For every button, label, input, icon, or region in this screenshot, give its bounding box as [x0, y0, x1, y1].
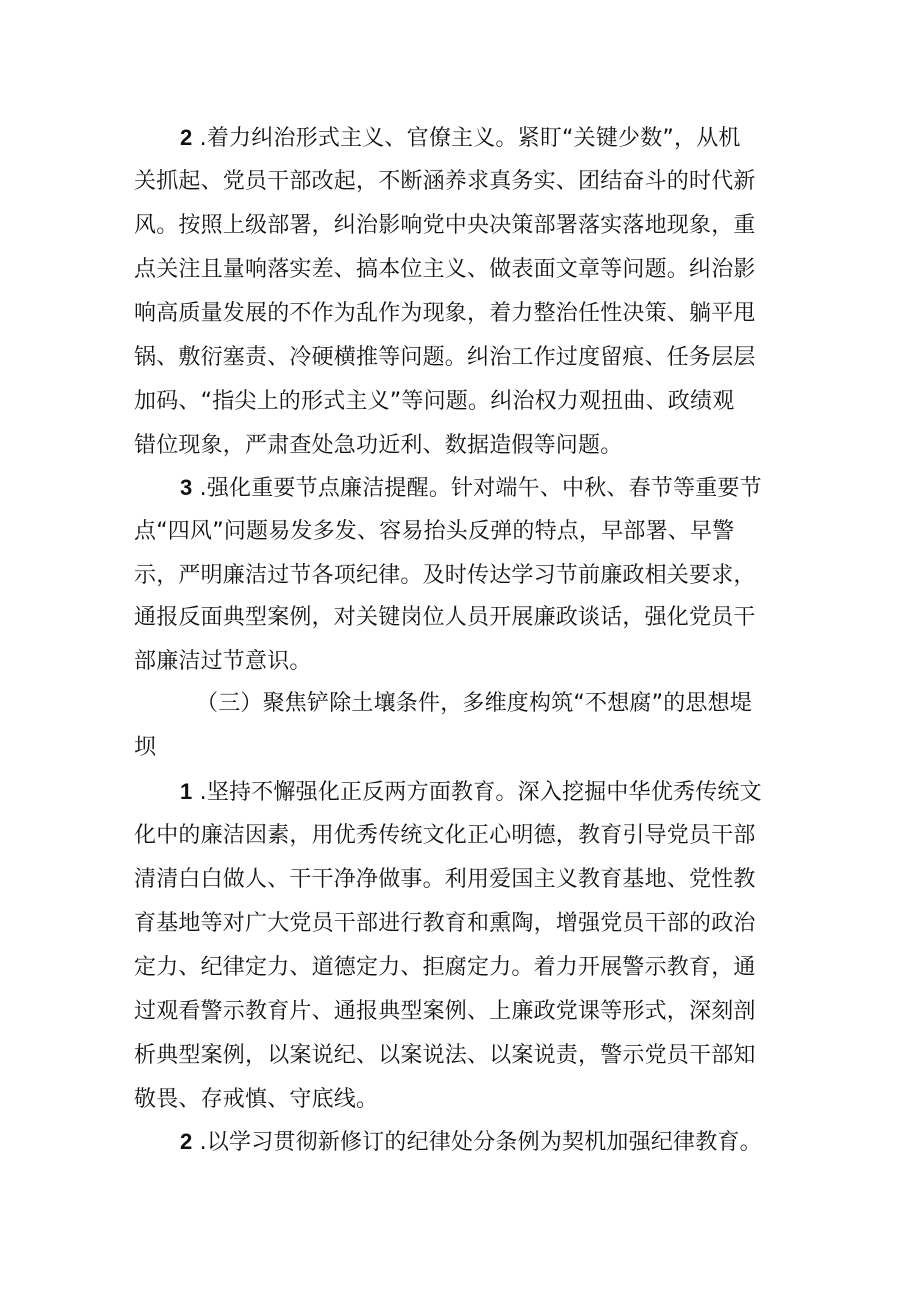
paragraph-line	[180, 473, 762, 503]
paragraph-line: 化中的廉洁因素，用优秀传统文化正心明德，教育引导党员干部	[134, 823, 756, 848]
paragraph-line: 育基地等对广大党员干部进行教育和熏陶，增强党员干部的政治	[134, 911, 756, 936]
section-heading: （三）聚焦铲除土壤条件，多维度构筑“不想腐”的思想堤	[196, 691, 752, 716]
paragraph-line: 点“四风”问题易发多发、容易抬头反弹的特点，早部署、早警	[134, 519, 735, 544]
paragraph-text: .以学习贯彻新修订的纪律处分条例为契机加强纪律教育。	[192, 1130, 762, 1155]
paragraph-line: 通报反面典型案例，对关键岗位人员开展廉政谈话，强化党员干	[134, 605, 756, 630]
paragraph-line	[180, 123, 741, 153]
item-number: 3	[180, 475, 193, 500]
paragraph-line: 风。按照上级部署，纠治影响党中央决策部署落实落地现象，重	[134, 213, 756, 238]
item-number: 2	[180, 1129, 193, 1154]
paragraph-text: .坚持不懈强化正反两方面教育。深入挖掘中华优秀传统文	[192, 780, 762, 805]
paragraph-line: 点关注且量响落实差、搞本位主义、做表面文章等问题。纠治影	[134, 257, 756, 282]
paragraph-line: 定力、纪律定力、道德定力、拒腐定力。着力开展警示教育，通	[134, 955, 756, 980]
paragraph-line: 关抓起、党员干部改起，不断涵养求真务实、团结奋斗的时代新	[134, 169, 756, 194]
paragraph-line: 加码、“指尖上的形式主义”等问题。纠治权力观扭曲、政绩观	[134, 389, 735, 414]
paragraph-line	[180, 1127, 762, 1157]
paragraph-text: .强化重要节点廉洁提醒。针对端午、中秋、春节等重要节	[192, 476, 762, 501]
paragraph-line: 敬畏、存戒慎、守底线。	[134, 1087, 379, 1112]
paragraph-line	[180, 777, 762, 807]
item-number: 1	[180, 779, 193, 804]
paragraph-line: 锅、敷衍塞责、冷硬横推等问题。纠治工作过度留痕、任务层层	[134, 345, 756, 370]
paragraph-line: 错位现象，严肃查处急功近利、数据造假等问题。	[134, 433, 623, 458]
paragraph-line: 响高质量发展的不作为乱作为现象，着力整治任性决策、躺平甩	[134, 301, 756, 326]
item-number: 2	[180, 125, 193, 150]
section-heading-continuation: 坝	[134, 735, 157, 760]
paragraph-line: 过观看警示教育片、通报典型案例、上廉政党课等形式，深刻剖	[134, 999, 756, 1024]
paragraph-line: 示，严明廉洁过节各项纪律。及时传达学习节前廉政相关要求，	[134, 563, 756, 588]
paragraph-line: 清清白白做人、干干净净做事。利用爱国主义教育基地、党性教	[134, 867, 756, 892]
paragraph-line: 析典型案例，以案说纪、以案说法、以案说责，警示党员干部知	[134, 1043, 756, 1068]
paragraph-text: .着力纠治形式主义、官僚主义。紧盯“关键少数”，从机	[192, 126, 741, 151]
paragraph-line: 部廉洁过节意识。	[134, 649, 312, 674]
